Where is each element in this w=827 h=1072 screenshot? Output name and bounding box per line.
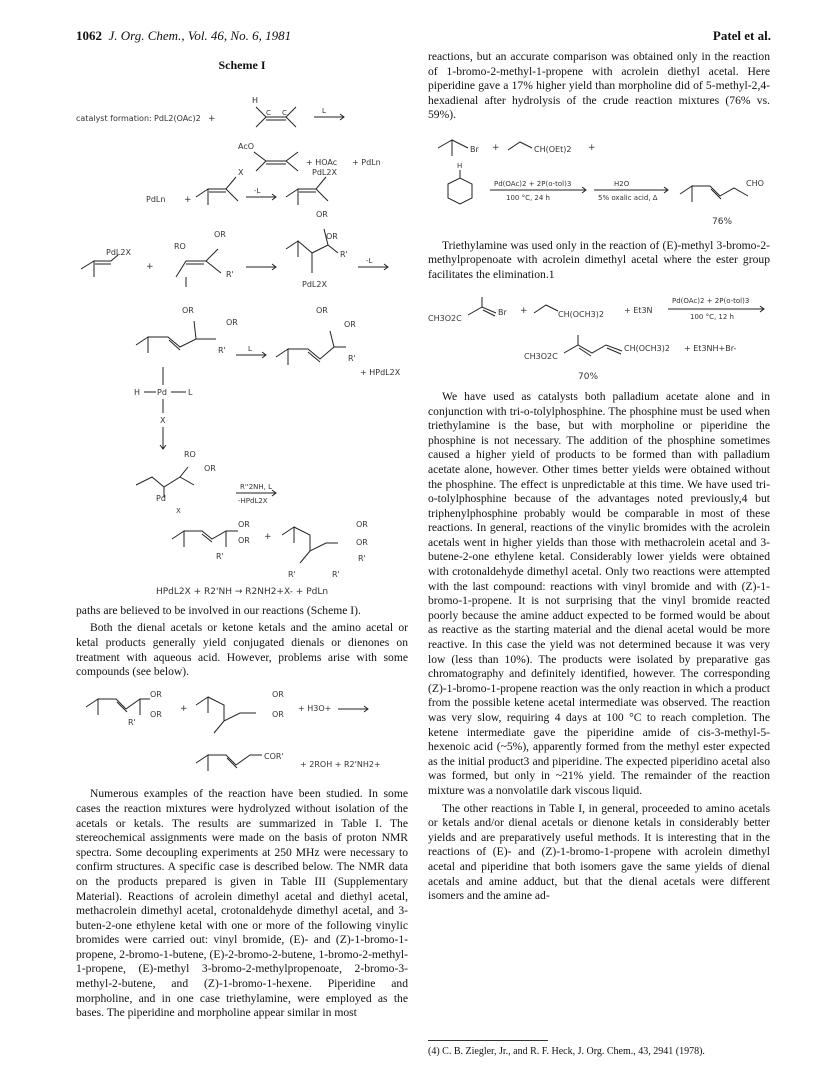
scheme-label-rprime-7: R'	[332, 569, 340, 579]
hydrolysis-label-or-3: OR	[272, 689, 284, 699]
pi-complex-structure	[136, 321, 216, 353]
eq2-label-acetal: CH(OCH3)2	[558, 310, 604, 320]
scheme-label-or-2: OR	[316, 209, 328, 219]
eq1-label-acetal: CH(OEt)2	[534, 144, 572, 154]
scheme-label-or-8: OR	[204, 463, 216, 473]
eq2-label-salt: + Et3NH+Br-	[684, 344, 737, 354]
running-header	[76, 28, 771, 46]
vinyl-acetate-structure	[254, 152, 298, 171]
scheme-label-pdl2oac2: PdL2(OAc)2	[154, 113, 201, 123]
right-para-continuation: reactions, but an accurate comparison was obtained only in the reaction of 1-bromo-2-methyl-1-propene with acrolein diethyl acetal. Here piperidine gave a 17% higher yield than morpholine did of 5-methyl-2,4-hexadienal after hydrolysis of the crude reaction mixtures (76% vs. 59%).	[428, 50, 770, 122]
hydrolysis-label-cor: COR'	[264, 751, 284, 761]
svg-text:+: +	[264, 531, 272, 542]
right-para-catalysts: We have used as catalysts both palladium acetate alone and in conjunction with tri-o-tolylphosphine. The phosphine must be used when triethylamine is the base, but with morpholine or piperidine the phosphine is not necessary. The addition of the phosphine sometimes caused a higher yield of products to be formed than with palladium acetate alone, however. Other times better yields were obtained without the phosphine. The effect is unpredictable at this time. We have used tri-o-tolylphosphine because of the advantages noted previously,4 but triphenylphosphine probably would be comparable in most of these reactions. In general, reactions of the vinylic bromides with the acrolein acetals went in higher yields than those with methacrolein acetal and 3-butene-2-one ethylene ketal. Considerably lower yields were obtained with crotonaldehyde dimethyl acetal. Only two reactions were attempted with the last compound: reactions with vinyl bromide and with (Z)-1-bromo-1-propene. It is not surprising that the vinyl bromide reacted poorly because the amine adduct expected to be formed would be about as reactive as the starting material and the dienal acetal would be more reactive. In this case the yield was not determined because it was very low (less than 10%). The products were isolated by preparative gas chromatography and definitely identified, however. The corresponding (Z)-1-bromo-1-propene reaction was the only reaction in which a product from the possible ketene acetal intermediate was observed. The reaction was very slow, requiring 4 days at 100 °C to reach completion. The ketene intermediate gave the piperidine amide of cis-3-methyl-5-hexenoic acid (~5%), apparently formed from the methyl ester expected as the initial product3 and piperidine. The expected piperidino acetal also was formed, but only in ~21% yield. The remainder of the reaction mixture was a nonvolatile dark viscous liquid.	[428, 389, 770, 797]
hydrolysis-label-rprime-1: R'	[128, 717, 136, 727]
scheme-label-rprime-4: R'	[348, 353, 356, 363]
eq2-label-conditions-bottom: 100 °C, 12 h	[690, 313, 734, 322]
scheme-bottom-equation: HPdL2X + R2'NH → R2NH2+X- + PdLn	[155, 587, 329, 598]
hydrolysis-label-or-2: OR	[150, 709, 162, 719]
left-column	[76, 50, 408, 1024]
scheme-label-pdln-plus: + PdLn	[352, 157, 381, 167]
svg-text:+: +	[180, 703, 188, 714]
scheme-label-rprime-5: R'	[216, 551, 224, 561]
eq2-label-base: + Et3N	[624, 306, 653, 316]
eq1-label-h2o: H2O	[614, 179, 630, 188]
scheme-label-or-6: OR	[316, 305, 328, 315]
eq1-label-conditions-top: Pd(OAc)2 + 2P(o-tol)3	[494, 179, 572, 188]
eq2-label-conditions-top: Pd(OAc)2 + 2P(o-tol)3	[672, 297, 750, 306]
amino-acetal-product-structure	[282, 527, 338, 563]
left-para-hydrolysis: Both the dienal acetals or ketone ketals and the amino acetal or ketal products generally yield conjugated dienals or dienones on treatment with aqueous acid. However, problems arise with some compounds (see below).	[76, 621, 408, 679]
svg-text:+: +	[492, 142, 500, 153]
scheme-label-rprime-1: R'	[226, 269, 234, 279]
scheme-label-x: X	[238, 167, 244, 177]
dienal-acetal-structure	[276, 331, 346, 365]
svg-text:C: C	[266, 108, 271, 117]
eq1-label-br: Br	[470, 144, 479, 154]
scheme-label-x-3: X	[176, 506, 181, 515]
eq1-label-oxalic: 5% oxalic acid, Δ	[598, 193, 658, 202]
scheme-label-ro: RO	[174, 241, 186, 251]
scheme-label-hpdl2x: + HPdL2X	[360, 367, 401, 377]
svg-text:+: +	[184, 194, 192, 205]
pi-allyl-structure	[136, 467, 194, 497]
piperidine-structure	[448, 170, 472, 204]
scheme-label-pd-2: Pd	[156, 493, 166, 503]
scheme-label-minus-l: -L	[254, 186, 261, 195]
scheme-label-or-3: OR	[326, 231, 338, 241]
header-authors: Patel et al.	[712, 28, 771, 43]
scheme-label-rprime-3: R'	[218, 345, 226, 355]
svg-text:+: +	[146, 261, 154, 272]
eq2-label-ester: CH3O2C	[428, 314, 462, 324]
scheme-label-l-2: L	[248, 344, 252, 353]
eq1-label-yield: 76%	[712, 216, 733, 227]
eq1-label-cho: CHO	[746, 178, 764, 188]
right-column	[428, 50, 770, 907]
eq2-label-yield: 70%	[578, 372, 599, 383]
footnote-divider	[428, 1040, 548, 1041]
header-left	[76, 28, 291, 44]
left-para-examples: Numerous examples of the reaction have been studied. In some cases the reaction mixtures were hydrolyzed without isolation of the acetals or ketals. The results are summarized in Table I. The stereochemical assignments were made on the basis of proton NMR spectra. Some decoupling experiments at 250 MHz were necessary to confirm structures. A specific case is described below. The NMR data on the products prepared is given in Table III (Supplementary Material). Reactions of acrolein dimethyl acetal and diethyl acetal, methacrolein dimethyl acetal, crotonaldehyde dimethyl acetal, and 3-buten-2-one ethylene ketal with one or more of the following vinylic bromides were carried out: vinyl bromide, (E)- and (Z)-1-bromo-1-propene, 2-bromo-1-butene, (E)-2-bromo-2-butene, 1-bromo-2-methyl-1-propene, (E)-methyl 3-bromo-2-methylpropenoate, 2-bromo-3-methyl-2-butene, and (Z)-1-bromo-1-hexene. Piperidine and morpholine, and in one case triethylamine, were employed as the bases. The piperidine and morpholine appear similar in most	[76, 787, 408, 1020]
right-para-other: The other reactions in Table I, in general, proceeded to amino acetals or ketals and/or dienal acetals or dienone ketals in considerably better yields and are preparatively useful methods. It is interesting that in the reactions of (E)- and (Z)-1-bromo-1-propene with acrolein dimethyl acetal and piperidine that both isomers gave the same yields of dienal acetals and amine adduct, but that the dienal acetals were different isomers and the amine ad-	[428, 801, 770, 903]
acetal-structure	[176, 249, 221, 287]
vinyl-halide-structure	[196, 177, 238, 205]
eq2-label-acetal-product: CH(OCH3)2	[624, 344, 670, 354]
scheme-label-l-1: L	[188, 387, 193, 397]
left-para-continuation: paths are believed to be involved in our reactions (Scheme I).	[76, 603, 361, 617]
scheme-label-h-2: H	[134, 387, 141, 397]
svg-text:+: +	[208, 113, 216, 124]
scheme-title: Scheme I	[218, 58, 266, 72]
scheme-label-rprime-2: R'	[340, 249, 348, 259]
scheme-label-pdl2x-left: PdL2X	[106, 247, 131, 257]
page-number: 1062	[76, 28, 102, 43]
equation-diethyl-acetal	[428, 126, 770, 234]
scheme-label-or-7: OR	[344, 319, 356, 329]
svg-text:L: L	[322, 106, 326, 115]
eq2-label-ester-product: CH3O2C	[524, 352, 558, 362]
hydrolysis-label-or-4: OR	[272, 709, 284, 719]
dienal-acetal-product-structure	[172, 531, 238, 547]
scheme-label-or-5: OR	[226, 317, 238, 327]
scheme-diagram	[76, 77, 408, 587]
scheme-label-or-10: OR	[238, 535, 250, 545]
scheme-label-rprime-8: R'	[358, 553, 366, 563]
scheme-label-minus-l-2: -L	[366, 256, 373, 265]
scheme-label-or-11: OR	[356, 519, 368, 529]
svg-text:H: H	[457, 161, 463, 170]
eq2-label-br: Br	[498, 308, 507, 318]
hydrolysis-label-h3o: + H3O+	[298, 703, 332, 713]
hydrolysis-label-products: + 2ROH + R2'NH2+	[300, 759, 381, 769]
scheme-label-pd-1: Pd	[157, 387, 167, 397]
scheme-label-aco: AcO	[238, 141, 255, 151]
scheme-label-or-12: OR	[356, 537, 368, 547]
scheme-label-h: H	[252, 95, 259, 105]
scheme-label-x-2: X	[160, 415, 166, 425]
scheme-label-pdln: PdLn	[146, 194, 166, 204]
scheme-label-minus-hpdl2x: -HPdL2X	[238, 496, 268, 505]
footnote: (4) C. B. Ziegler, Jr., and R. F. Heck, J. Org. Chem., 43, 2941 (1978).	[428, 1046, 705, 1057]
scheme-label-or-1: OR	[214, 229, 226, 239]
scheme-label-r2nh-l: R''2NH, L	[240, 482, 273, 491]
eq1-label-conditions-bottom: 100 °C, 24 h	[506, 193, 550, 202]
svg-text:+: +	[588, 142, 596, 153]
reaction-arrow	[314, 114, 344, 120]
svg-text:+: +	[520, 306, 528, 317]
scheme-label-hoac: + HOAc	[306, 157, 338, 167]
alkene-structure	[256, 107, 296, 127]
journal-citation: J. Org. Chem., Vol. 46, No. 6, 1981	[108, 28, 292, 43]
scheme-label-or-9: OR	[238, 519, 250, 529]
hydrolysis-label-or-1: OR	[150, 689, 162, 699]
scheme-label-pdl2x-top: PdL2X	[312, 167, 337, 177]
scheme-label-or-4: OR	[182, 305, 194, 315]
vinylpd-structure	[81, 255, 118, 277]
scheme-label-rprime-6: R'	[288, 569, 296, 579]
scheme-label-catalyst-formation: catalyst formation:	[76, 113, 152, 123]
vinylpalladium-structure	[286, 177, 328, 205]
equation-triethylamine	[428, 285, 770, 385]
scheme-label-ro-2: RO	[184, 449, 196, 459]
hydrolysis-equation	[76, 683, 408, 783]
right-para-triethylamine: Triethylamine was used only in the reaction of (E)-methyl 3-bromo-2-methylpropenoate with acrolein dimethyl acetal where the ester group facilitates the elimination.1	[428, 238, 770, 281]
scheme-label-pdl2x-mid: PdL2X	[302, 279, 327, 289]
svg-text:C: C	[282, 108, 287, 117]
